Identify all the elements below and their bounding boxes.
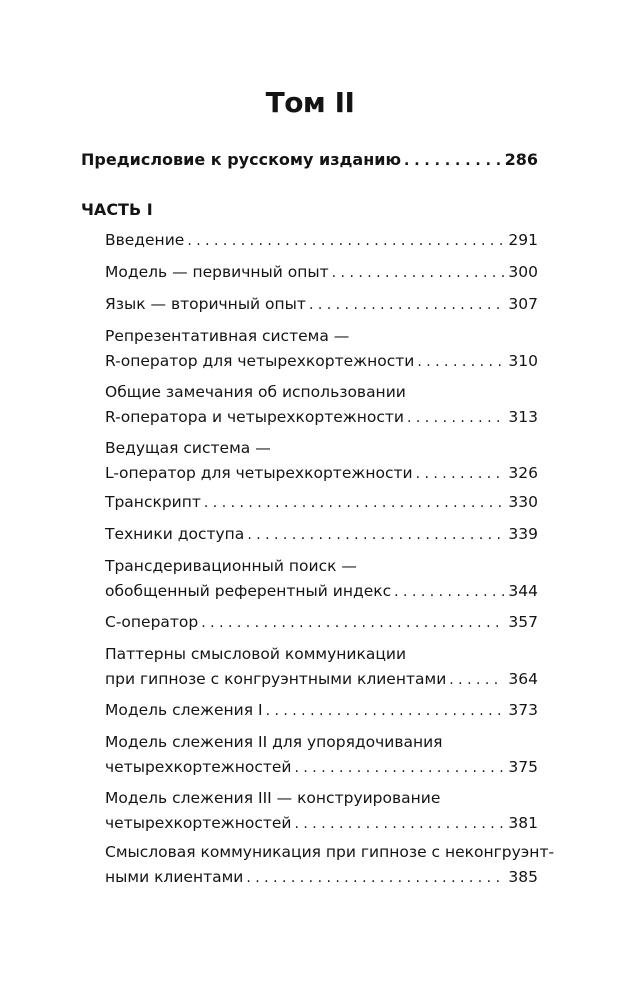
dot-leader: [247, 525, 504, 545]
dot-leader: [417, 352, 504, 372]
dot-leader: [295, 758, 505, 778]
toc-entry-page: 357: [508, 613, 538, 631]
dot-leader: [416, 464, 505, 484]
toc-entry-label: С-оператор: [105, 613, 199, 631]
toc-entry: [105, 230, 538, 251]
toc-entry-label: при гипнозе с конгруэнтными клиентами: [105, 670, 447, 688]
toc-entry-label: Модель — первичный опыт: [105, 263, 329, 281]
part-heading: ЧАСТЬ I: [81, 200, 153, 219]
toc-entry-label: Язык — вторичный опыт: [105, 295, 306, 313]
toc-entry-page: 326: [508, 464, 538, 482]
toc-entry-line: Модель слежения II для упорядочивания: [105, 733, 443, 751]
toc-entry: [105, 294, 538, 315]
toc-entry: [105, 524, 538, 545]
toc-entry-page: 344: [508, 582, 538, 600]
dot-leader: [187, 231, 504, 251]
toc-entry: [105, 867, 538, 888]
toc-entry: [105, 757, 538, 778]
toc-entry-page: 307: [508, 295, 538, 313]
toc-entry: [105, 581, 538, 602]
toc-entry-label: Техники доступа: [105, 525, 245, 543]
toc-entry: [105, 669, 538, 690]
toc-entry-page: 381: [508, 814, 538, 832]
toc-entry: [105, 407, 538, 428]
dot-leader: [449, 670, 504, 690]
toc-entry-label: Введение: [105, 231, 185, 249]
toc-entry-page: 339: [508, 525, 538, 543]
toc-entry: [105, 492, 538, 513]
dot-leader: [295, 814, 505, 834]
toc-entry-label: Транскрипт: [105, 493, 201, 511]
toc-entry: [105, 262, 538, 283]
toc-entry-line: Смысловая коммуникация при гипнозе с неконгруэнт-: [105, 843, 555, 861]
toc-entry-line: Трансдеривационный поиск —: [105, 557, 357, 575]
dot-leader: [394, 582, 504, 602]
toc-entry-page: 373: [508, 701, 538, 719]
toc-entry-page: 385: [508, 868, 538, 886]
toc-entry-label: R-оператора и четырехкортежности: [105, 408, 404, 426]
toc-entry-label: Модель слежения I: [105, 701, 263, 719]
dot-leader: [404, 151, 501, 171]
toc-entry: [105, 351, 538, 372]
toc-entry-preface: [81, 150, 538, 171]
toc-entry-page: 291: [508, 231, 538, 249]
toc-entry-line: Модель слежения III — конструирование: [105, 789, 441, 807]
toc-entry-page: 313: [508, 408, 538, 426]
dot-leader: [332, 263, 505, 283]
dot-leader: [266, 701, 505, 721]
preface-label: Предисловие к русскому изданию: [81, 150, 402, 169]
toc-entry-line: Паттерны смысловой коммуникации: [105, 645, 407, 663]
toc-entry-line: Общие замечания об использовании: [105, 383, 406, 401]
toc-entry-page: 375: [508, 758, 538, 776]
toc-entry: [105, 813, 538, 834]
toc-entry-page: 310: [508, 352, 538, 370]
toc-entry-label: обобщенный референтный индекс: [105, 582, 392, 600]
toc-entry-label: ными клиентами: [105, 868, 244, 886]
dot-leader: [246, 868, 504, 888]
toc-entry-line: Репрезентативная система —: [105, 327, 350, 345]
toc-entry-label: R-оператор для четырехкортежности: [105, 352, 415, 370]
toc-entry: [105, 700, 538, 721]
toc-entry-page: 330: [508, 493, 538, 511]
dot-leader: [204, 493, 505, 513]
toc-entry-page: 364: [508, 670, 538, 688]
volume-title: Том II: [265, 86, 355, 119]
toc-entry-page: 300: [508, 263, 538, 281]
toc-entry-label: четырехкортежностей: [105, 814, 292, 832]
toc-entry-line: Ведущая система —: [105, 439, 271, 457]
dot-leader: [309, 295, 504, 315]
toc-entry-label: L-оператор для четырехкортежности: [105, 464, 413, 482]
toc-entry-label: четырехкортежностей: [105, 758, 292, 776]
toc-entry: [105, 612, 538, 633]
dot-leader: [201, 613, 504, 633]
toc-entry: [105, 463, 538, 484]
preface-page: 286: [504, 150, 538, 169]
dot-leader: [407, 408, 504, 428]
